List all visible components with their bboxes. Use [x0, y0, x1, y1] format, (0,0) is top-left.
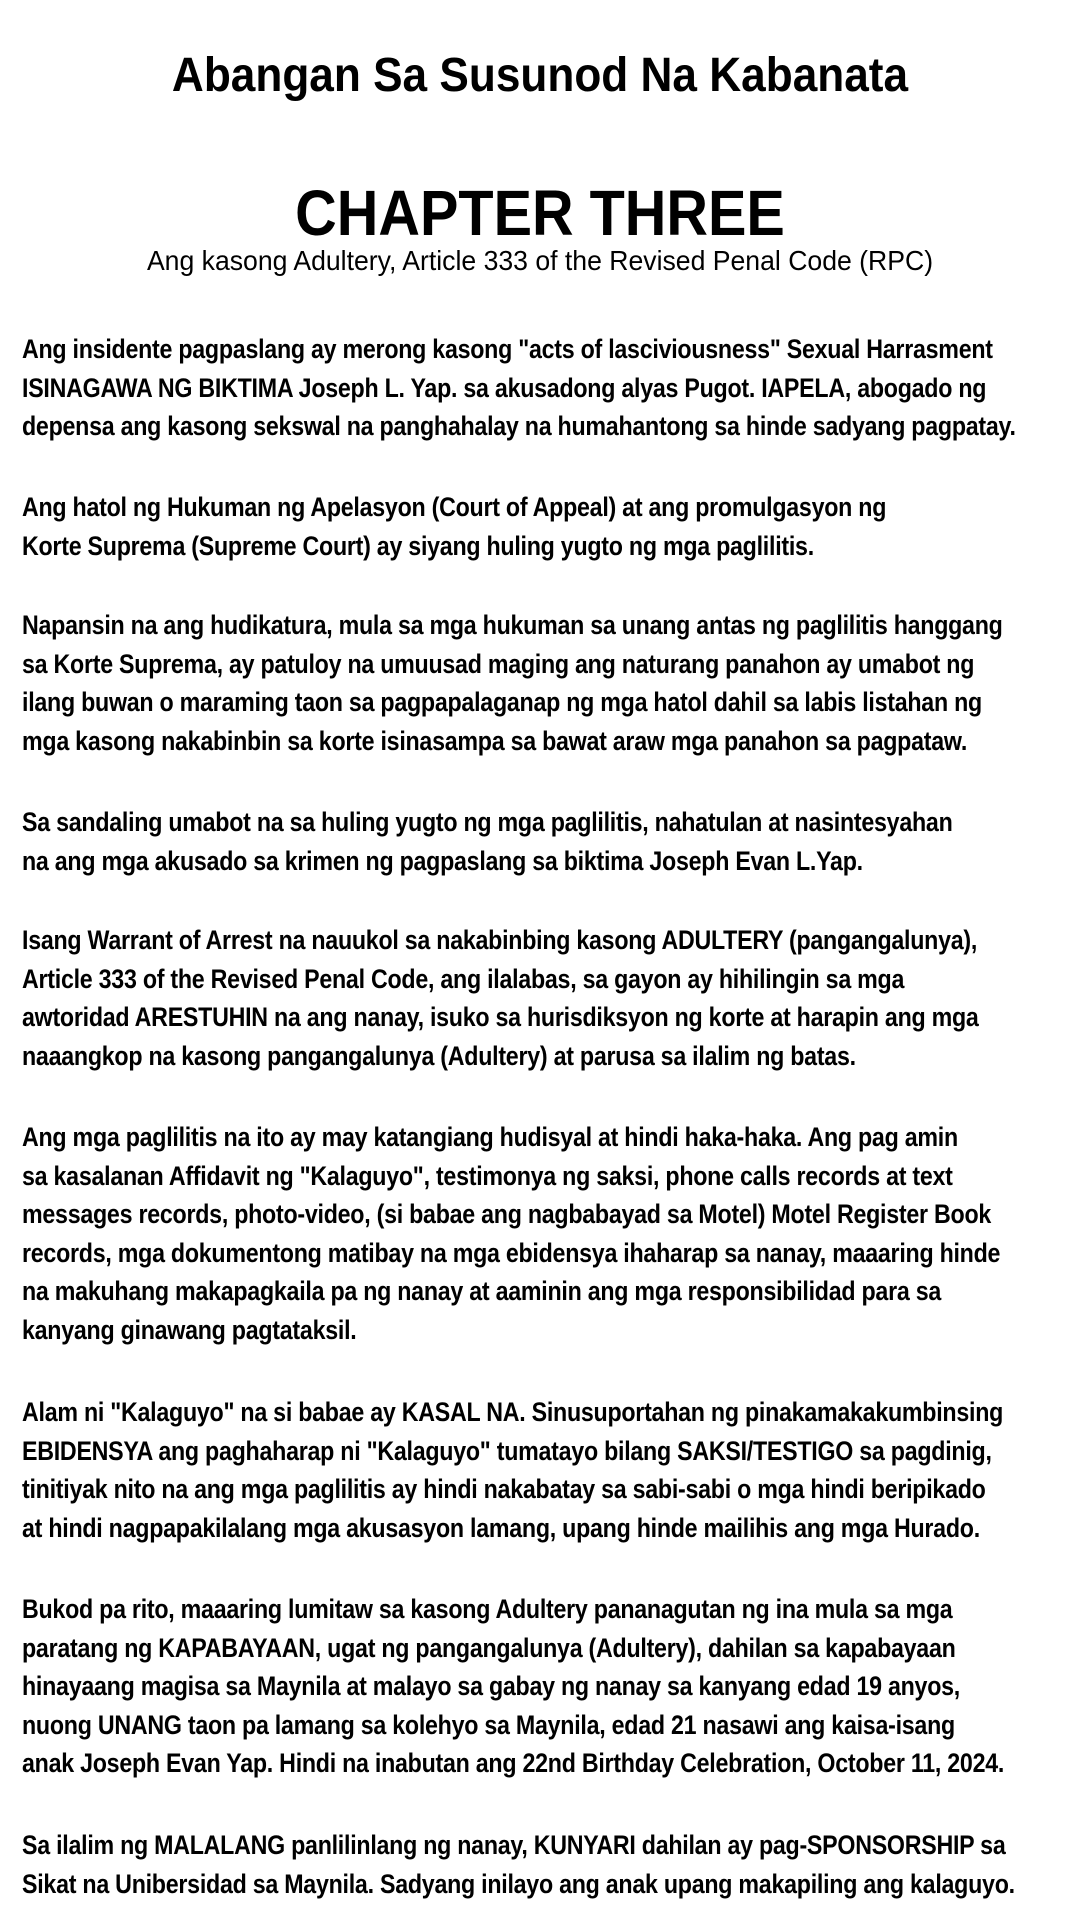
paragraph-line: tinitiyak nito na ang mga paglilitis ay hindi nakabatay sa sabi-sabi o mga hindi beripikado [22, 1474, 986, 1504]
paragraph-line: messages records, photo-video, (si babae ang nagbabayad sa Motel) Motel Register Book [22, 1199, 992, 1229]
paragraph-line: Ang insidente pagpaslang ay merong kasong "acts of lasciviousness" Sexual Harrasment [22, 334, 993, 364]
chapter-title: CHAPTER THREE [295, 177, 785, 249]
paragraph-line: hinayaang magisa sa Maynila at malayo sa gabay ng nanay sa kanyang edad 19 anyos, [22, 1671, 960, 1701]
paragraph-line: Alam ni "Kalaguyo" na si babae ay KASAL NA. Sinusuportahan ng pinakamakakumbinsing [22, 1397, 1004, 1427]
paragraph-5 [22, 921, 1072, 1075]
chapter-subtitle: Ang kasong Adultery, Article 333 of the Revised Penal Code (RPC) [146, 245, 934, 276]
paragraph-6 [22, 1118, 1072, 1349]
paragraph-line: na makuhang makapagkaila pa ng nanay at aaminin ang mga responsibilidad para sa [22, 1276, 942, 1306]
paragraph-line: sa kasalanan Affidavit ng "Kalaguyo", testimonya ng saksi, phone calls records at text [22, 1160, 953, 1191]
paragraph-line: Napansin na ang hudikatura, mula sa mga hukuman sa unang antas ng paglilitis hanggang [22, 610, 1003, 640]
paragraph-3 [22, 606, 1072, 760]
paragraph-line: awtoridad ARESTUHIN na ang nanay, isuko sa hurisdiksyon ng korte at harapin ang mga [22, 1002, 979, 1032]
paragraph-line: Korte Suprema (Supreme Court) ay siyang huling yugto ng mga paglilitis. [22, 530, 814, 561]
paragraph-line: at hindi nagpapakilalang mga akusasyon lamang, upang hinde mailihis ang mga Hurado. [22, 1512, 980, 1543]
paragraph-8 [22, 1590, 1072, 1783]
paragraph-line: records, mga dokumentong matibay na mga ebidensya ihaharap sa nanay, maaaring hinde [22, 1237, 1001, 1268]
paragraph-line: nuong UNANG taon pa lamang sa kolehyo sa Maynila, edad 21 nasawi ang kaisa-isang [22, 1709, 955, 1740]
paragraph-line: sa Korte Suprema, ay patuloy na umuusad maging ang naturang panahon ay umabot ng [22, 648, 975, 679]
paragraph-line: paratang ng KAPABAYAAN, ugat ng pangangalunya (Adultery), dahilan sa kapabayaan [22, 1632, 956, 1663]
paragraph-line: mga kasong nakabinbin sa korte isinasampa sa bawat araw mga panahon sa pagpataw. [22, 725, 968, 756]
paragraph-4 [22, 803, 1072, 880]
paragraph-line: ilang buwan o maraming taon sa pagpapalaganap ng mga hatol dahil sa labis listahan ng [22, 687, 982, 717]
paragraph-line: Sikat na Unibersidad sa Maynila. Sadyang inilayo ang anak upang makapiling ang kalaguyo. [22, 1868, 1015, 1899]
paragraph-line: ISINAGAWA NG BIKTIMA Joseph L. Yap. sa akusadong alyas Pugot. IAPELA, abogado ng [22, 372, 987, 403]
paragraph-line: Ang hatol ng Hukuman ng Apelasyon (Court of Appeal) at ang promulgasyon ng [22, 492, 887, 522]
paragraph-line: Bukod pa rito, maaaring lumitaw sa kasong Adultery pananagutan ng ina mula sa mga [22, 1594, 953, 1624]
paragraph-line: Sa sandaling umabot na sa huling yugto ng mga paglilitis, nahatulan at nasintesyahan [22, 807, 953, 837]
paragraph-line: EBIDENSYA ang paghaharap ni "Kalaguyo" tumatayo bilang SAKSI/TESTIGO sa pagdinig, [22, 1435, 992, 1466]
paragraph-2 [22, 488, 1072, 565]
paragraph-line: naaangkop na kasong pangangalunya (Adultery) at parusa sa ilalim ng batas. [22, 1040, 856, 1071]
paragraph-line: anak Joseph Evan Yap. Hindi na inabutan ang 22nd Birthday Celebration, October 11, 2024. [22, 1748, 1005, 1778]
paragraph-line: Sa ilalim ng MALALANG panlilinlang ng nanay, KUNYARI dahilan ay pag-SPONSORSHIP sa [22, 1830, 1006, 1860]
paragraph-line: Isang Warrant of Arrest na nauukol sa nakabinbing kasong ADULTERY (pangangalunya), [22, 925, 978, 955]
paragraph-7 [22, 1393, 1072, 1547]
paragraph-line: Article 333 of the Revised Penal Code, ang ilalabas, sa gayon ay hihilingin sa mga [22, 963, 905, 994]
paragraph-line: kanyang ginawang pagtataksil. [22, 1314, 357, 1345]
paragraph-line: Ang mga paglilitis na ito ay may katangiang hudisyal at hindi haka-haka. Ang pag amin [22, 1122, 958, 1152]
paragraph-1 [22, 330, 1072, 446]
paragraph-line: depensa ang kasong sekswal na panghahalay na humahantong sa hinde sadyang pagpatay. [22, 411, 1016, 441]
next-chapter-heading: Abangan Sa Susunod Na Kabanata [171, 49, 909, 102]
paragraph-line: na ang mga akusado sa krimen ng pagpaslang sa biktima Joseph Evan L.Yap. [22, 845, 863, 876]
paragraph-9 [22, 1826, 1072, 1903]
